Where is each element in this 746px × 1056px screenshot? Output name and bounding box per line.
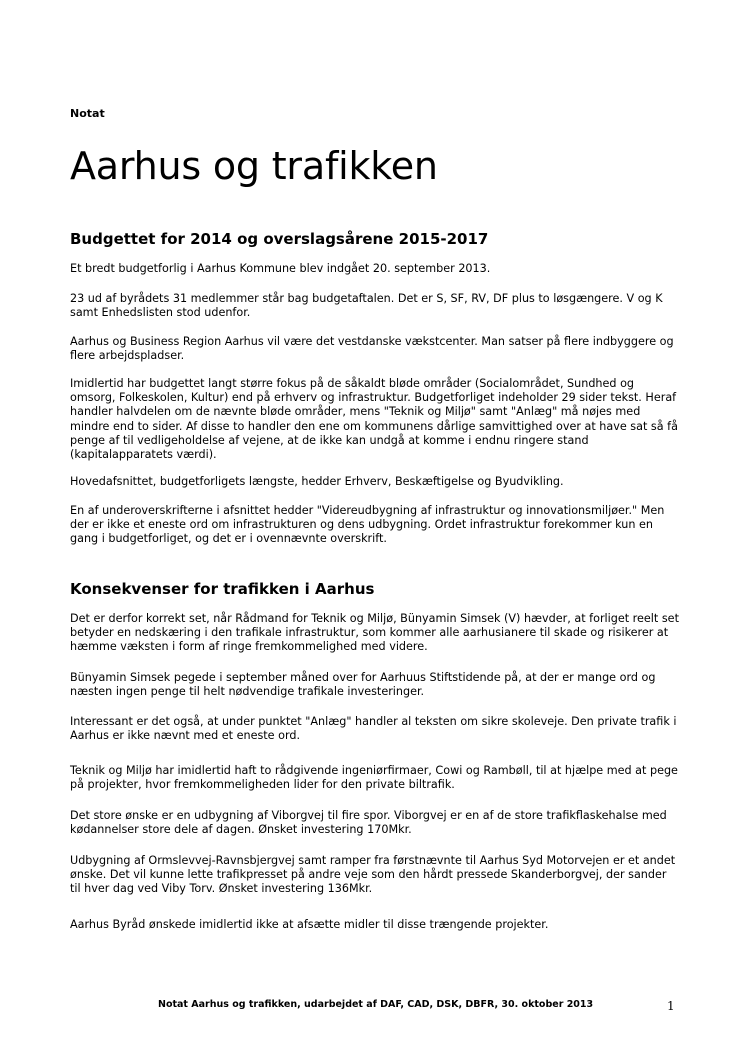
document-type-label: Notat: [70, 107, 105, 120]
paragraph: Aarhus og Business Region Aarhus vil være det vestdanske vækstcenter. Man satser på flere indbyggere og flere arbejdspladser.: [70, 335, 674, 363]
page-footer: Notat Aarhus og trafikken, udarbejdet af DAF, CAD, DSK, DBFR, 30. oktober 2013: [158, 999, 594, 1010]
paragraph: Bünyamin Simsek pegede i september måned over for Aarhuus Stiftstidende på, at der er mange ord og næsten ingen penge til helt nødvendige trafikale investeringer.: [70, 671, 656, 699]
paragraph: Aarhus Byråd ønskede imidlertid ikke at afsætte midler til disse trængende projekter.: [70, 918, 549, 931]
paragraph: Det er derfor korrekt set, når Rådmand for Teknik og Miljø, Bünyamin Simsek (V) hævder, at forliget reelt set betyder en nedskæring i den trafikale infrastruktur, som kommer alle aarhusianere til skade og risikerer at hæmme væksten i form af ringe fremkommelighed med videre.: [70, 612, 679, 654]
section-heading-consequences: Konsekvenser for trafikken i Aarhus: [70, 580, 375, 598]
paragraph: Teknik og Miljø har imidlertid haft to rådgivende ingeniørfirmaer, Cowi og Rambøll, til at hjælpe med at pege på projekter, hvor fremkommeligheden lider for den private biltrafik.: [70, 764, 678, 792]
paragraph: Det store ønske er en udbygning af Viborgvej til fire spor. Viborgvej er en af de store trafikflaskehalse med kødannelser store dele af dagen. Ønsket investering 170Mkr.: [70, 809, 667, 837]
paragraph: En af underoverskrifterne i afsnittet hedder "Videreudbygning af infrastruktur og innovationsmiljøer." Men der er ikke et eneste ord om infrastrukturen og dens udbygning. Ordet infrastruktur forekommer kun en gang i budgetforliget, og det er i ovennævnte overskrift.: [70, 504, 665, 546]
section-heading-budget: Budgettet for 2014 og overslagsårene 2015-2017: [70, 230, 489, 248]
paragraph: 23 ud af byrådets 31 medlemmer står bag budgetaftalen. Det er S, SF, RV, DF plus to løsgængere. V og K samt Enhedslisten stod udenfor.: [70, 292, 663, 320]
paragraph: Hovedafsnittet, budgetforligets længste, hedder Erhverv, Beskæftigelse og Byudvikling.: [70, 475, 564, 488]
paragraph: Interessant er det også, at under punktet "Anlæg" handler al teksten om sikre skoleveje. Den private trafik i Aarhus er ikke nævnt med et eneste ord.: [70, 715, 677, 743]
paragraph: Imidlertid har budgettet langt større fokus på de såkaldt bløde områder (Socialområdet, Sundhed og omsorg, Folkeskolen, Kultur) end på erhverv og infrastruktur. Budgetforliget indeholder 29 sider tekst. Heraf handler halvdelen om de nævnte bløde områder, mens "Teknik og Miljø" samt "Anlæg" må nøjes med mindre end to sider. Af disse to handler den ene om kommunens dårlige samvittighed over at have sat så få penge af til vedligeholdelse af vejene, at de ikke kan undgå at komme i endnu ringere stand (kapitalapparatets værdi).: [70, 377, 678, 462]
document-title: Aarhus og trafikken: [70, 144, 438, 188]
paragraph: Et bredt budgetforlig i Aarhus Kommune blev indgået 20. september 2013.: [70, 262, 491, 275]
paragraph: Udbygning af Ormslevvej-Ravnsbjergvej samt ramper fra førstnævnte til Aarhus Syd Motorvejen er et andet ønske. Det vil kunne lette trafikpresset på andre veje som den hårdt pressede Skanderborgvej, der sander til hver dag ved Viby Torv. Ønsket investering 136Mkr.: [70, 854, 676, 896]
page-number: 1: [667, 999, 675, 1013]
